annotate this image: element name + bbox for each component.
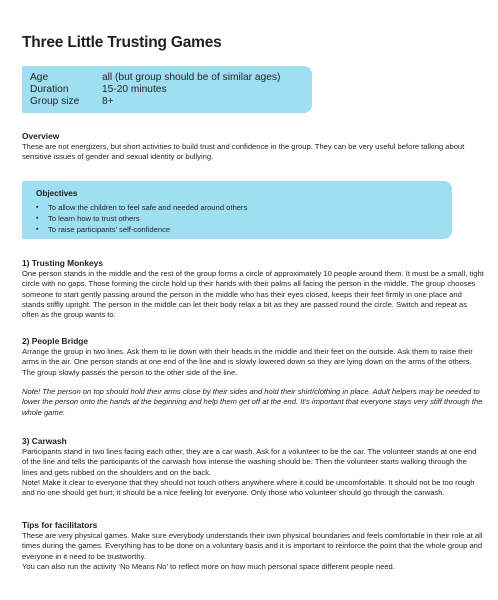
section-1-text: One person stands in the middle and the rest of the group forms a circle of approximately 10 people around them. It must be a small, tight circle with no gaps. Those forming the circle hold up their hands with their palms all facing the person in the middle. The group chooses someone to start gently passing around the person in the middle who has their eyes closed, keeps their feet firmly in one place and stands stiffly upright. The person in the middle can let their body relax a bit as they are passed round the circle. Switch and repeat as often as the group wants to. (22, 269, 484, 320)
info-row-age (30, 72, 281, 84)
info-value: all (but group should be of similar ages) (102, 72, 281, 83)
overview-heading: Overview (22, 131, 60, 141)
info-label: Duration (30, 84, 69, 95)
tips-text-2: You can also run the activity ‘No Means No’ to reflect more on how much personal space different people need. (22, 562, 395, 571)
info-row-group-size (30, 96, 114, 108)
info-label: Group size (30, 96, 80, 107)
objective-item: ▪ To allow the children to feel safe and needed around others (36, 202, 247, 213)
section-3-text: Participants stand in two lines facing each other, they are a car wash. Ask for a volunteer to be the car. The volunteer stands at one end of the line and tells the participants of the carwash how intense the washing should be. Then the volunteer starts walking through the lines and gets rubbed on the shoulders and on the back. (22, 447, 477, 477)
section-3-note: Note! Make it clear to everyone that they should not touch others anywhere where it could be uncomfortable. It should not be too rough and no one should get hurt; it should be a nice feeling for everyone. Only those who volunteer should go through the carwash. (22, 478, 475, 498)
objectives-heading: Objectives (36, 189, 78, 198)
section-1-heading: 1) Trusting Monkeys (22, 258, 103, 268)
objective-item: ▪ To raise participants’ self-confidence (36, 224, 247, 235)
objectives-list (36, 202, 247, 235)
objective-item: ▪ To learn how to trust others (36, 213, 247, 224)
section-2-note: Note! The person on top should hold their arms close by their sides and hold their shirt/clothing in place. Adult helpers may be needed to lower the person onto the hands at the beginning and help them get off at the end. It’s important that everyone stays very stiff through the whole game. (22, 387, 483, 417)
tips-text: These are very physical games. Make sure everybody understands their own physical boundaries and feels comfortable in their role at all times during the games. Everything has to be done on a voluntary basis and it is important to reinforce the point that the whole group and everyone in it need to be trustworthy. (22, 531, 483, 561)
info-row-duration (30, 84, 167, 96)
page-title: Three Little Trusting Games (22, 34, 222, 51)
info-label: Age (30, 72, 49, 83)
section-2-text: Arrange the group in two lines. Ask them to lie down with their heads in the middle and their feet on the outside. Ask them to raise their arms in the air. One person stands at one end of the line and is slowly lowered down so they are lying down on the arms of the others. The group slowly passes the person to the other side of the line. (22, 347, 473, 377)
overview-text: These are not energizers, but short activities to build trust and confidence in the group. They can be very useful before talking about sensitive issues of gender and sexual identity or bullying. (22, 142, 465, 162)
info-value: 8+ (102, 96, 114, 107)
objectives-box (22, 181, 452, 239)
section-2-heading: 2) People Bridge (22, 336, 89, 346)
info-box (22, 66, 312, 113)
section-3-heading: 3) Carwash (22, 436, 67, 446)
tips-heading: Tips for facilitators (22, 520, 98, 530)
info-value: 15-20 minutes (102, 84, 167, 95)
